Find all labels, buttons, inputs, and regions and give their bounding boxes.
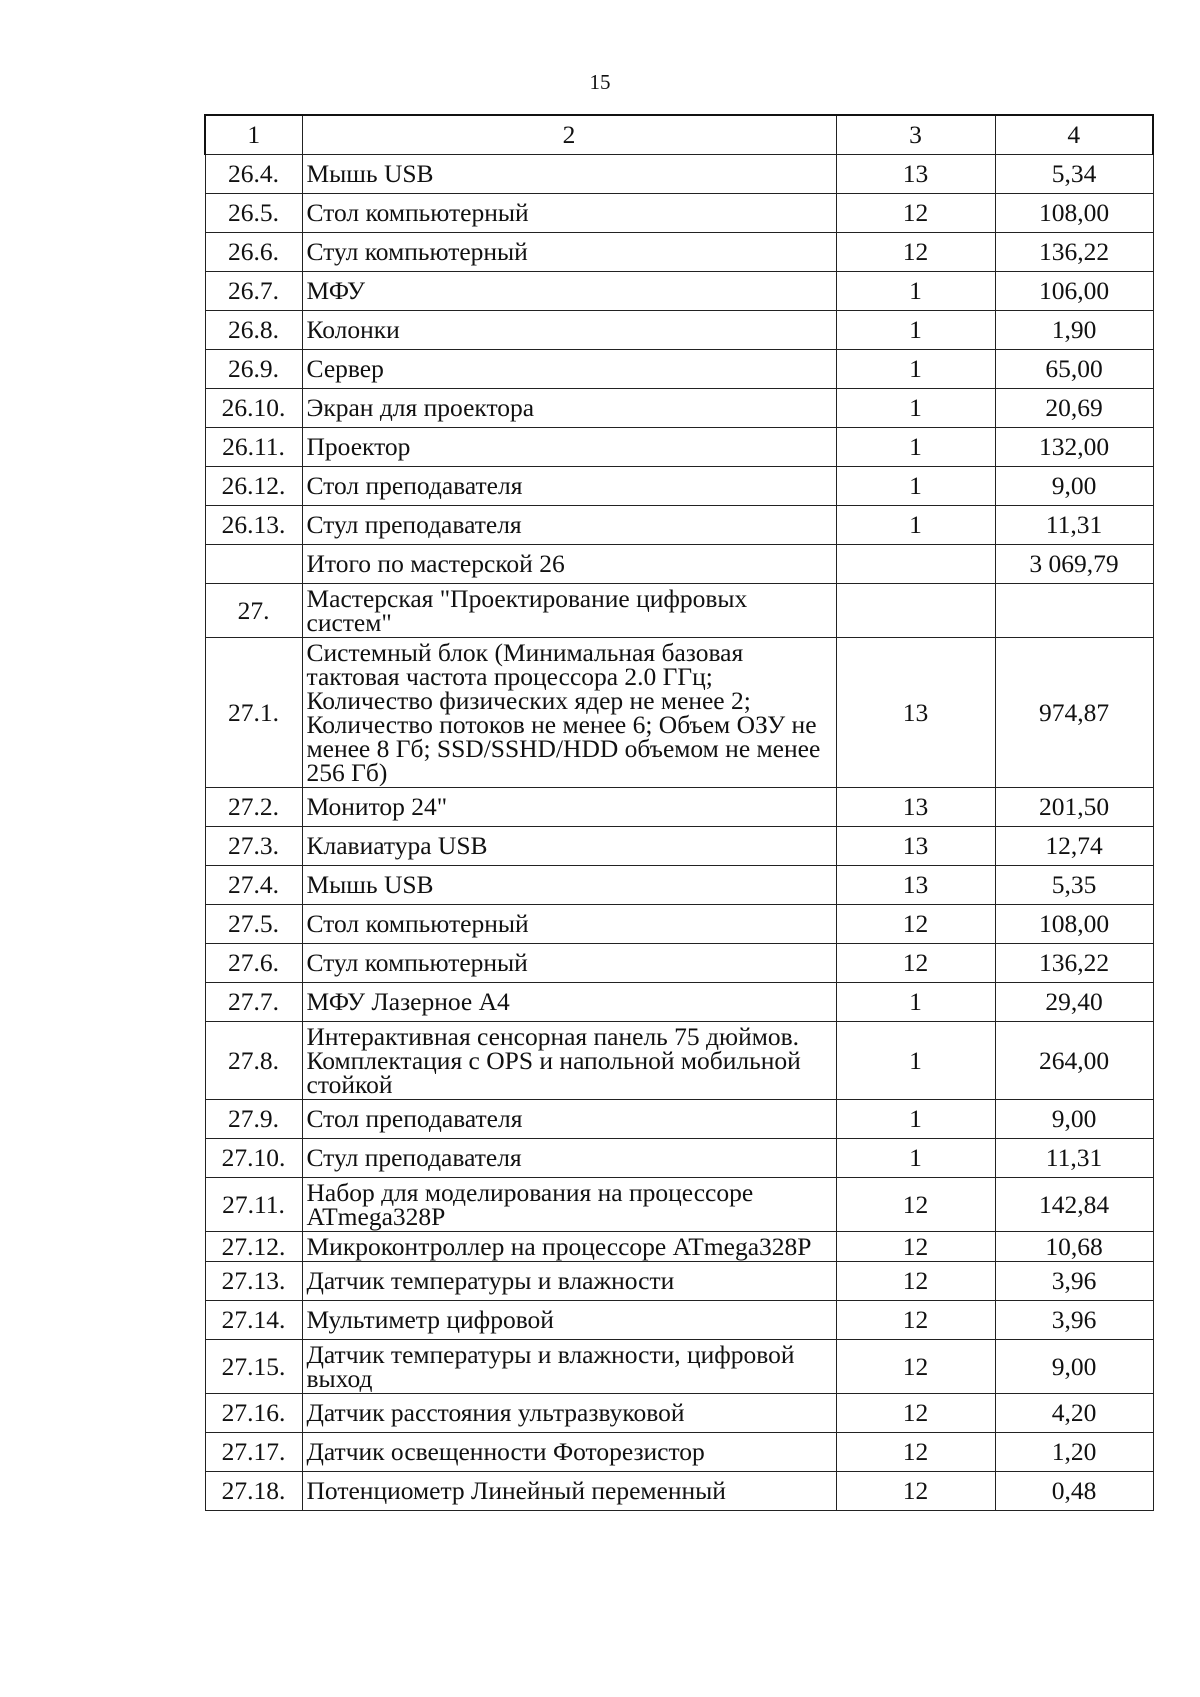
row-amount: 9,00 [995,467,1153,506]
row-quantity: 12 [836,1394,995,1433]
row-name: Стол преподавателя [302,467,836,506]
row-number: 27.17. [205,1433,302,1472]
row-amount: 9,00 [995,1100,1153,1139]
row-name: Стол компьютерный [302,905,836,944]
row-quantity: 12 [836,233,995,272]
table-header-row [205,115,1153,155]
header-col-2: 2 [302,115,836,155]
row-quantity: 1 [836,1100,995,1139]
row-number: 26.9. [205,350,302,389]
row-quantity: 1 [836,350,995,389]
table-row [205,194,1153,233]
table-row [205,1232,1153,1262]
page-number: 15 [589,70,611,94]
table-row [205,1262,1153,1301]
row-amount: 108,00 [995,905,1153,944]
row-quantity: 12 [836,1433,995,1472]
row-quantity [836,584,995,638]
row-name: Датчик освещенности Фоторезистор [302,1433,836,1472]
row-number: 27.11. [205,1178,302,1232]
table-row [205,1301,1153,1340]
row-amount: 65,00 [995,350,1153,389]
table-row [205,506,1153,545]
row-quantity: 13 [836,827,995,866]
row-amount: 5,34 [995,155,1153,194]
table-row [205,428,1153,467]
row-number: 27.7. [205,983,302,1022]
table-row [205,1022,1153,1100]
row-number: 27.15. [205,1340,302,1394]
table-row [205,983,1153,1022]
table-row [205,944,1153,983]
header-col-3: 3 [836,115,995,155]
row-number: 27.9. [205,1100,302,1139]
table-row [205,1178,1153,1232]
row-quantity: 13 [836,155,995,194]
row-number: 26.11. [205,428,302,467]
row-name: Мультиметр цифровой [302,1301,836,1340]
table-row [205,905,1153,944]
row-name: Колонки [302,311,836,350]
row-quantity: 12 [836,1340,995,1394]
row-name: Системный блок (Минимальная базовая тактовая частота процессора 2.0 ГГц; Количество физических ядер не менее 2; Количество потоков не менее 6; Объем ОЗУ не менее 8 Гб; SSD/SSHD/HDD объемом не менее 256 Гб) [302,638,836,788]
row-amount: 264,00 [995,1022,1153,1100]
row-number: 26.4. [205,155,302,194]
row-quantity: 12 [836,1178,995,1232]
row-quantity: 1 [836,983,995,1022]
row-quantity: 1 [836,1022,995,1100]
row-name: Мышь USB [302,866,836,905]
row-quantity: 1 [836,1139,995,1178]
table-row [205,1139,1153,1178]
row-quantity: 12 [836,1301,995,1340]
row-amount: 11,31 [995,506,1153,545]
row-number: 27.18. [205,1472,302,1511]
header-col-1: 1 [205,115,302,155]
table-row [205,350,1153,389]
row-amount: 20,69 [995,389,1153,428]
row-amount: 0,48 [995,1472,1153,1511]
row-amount: 108,00 [995,194,1153,233]
row-name: Стул компьютерный [302,233,836,272]
table-row [205,467,1153,506]
header-col-4: 4 [995,115,1153,155]
row-name: Монитор 24" [302,788,836,827]
table-row [205,389,1153,428]
row-name: Датчик расстояния ультразвуковой [302,1394,836,1433]
row-quantity: 13 [836,638,995,788]
row-number: 27.14. [205,1301,302,1340]
equipment-table [204,114,1154,1511]
table-row [205,545,1153,584]
row-name: МФУ Лазерное А4 [302,983,836,1022]
table-row [205,1472,1153,1511]
row-number: 26.13. [205,506,302,545]
row-number: 27.6. [205,944,302,983]
row-name: Проектор [302,428,836,467]
row-quantity: 1 [836,389,995,428]
row-name: Итого по мастерской 26 [302,545,836,584]
row-number: 27.5. [205,905,302,944]
row-quantity: 13 [836,788,995,827]
table-row [205,233,1153,272]
table-row [205,827,1153,866]
row-name: Стол компьютерный [302,194,836,233]
table-row [205,1340,1153,1394]
row-quantity: 1 [836,311,995,350]
table-row [205,311,1153,350]
row-amount: 3 069,79 [995,545,1153,584]
row-name: Стол преподавателя [302,1100,836,1139]
row-name: Интерактивная сенсорная панель 75 дюймов. Комплектация с OPS и напольной мобильной стойкой [302,1022,836,1100]
row-name: Клавиатура USB [302,827,836,866]
row-number: 27.2. [205,788,302,827]
table-row [205,272,1153,311]
row-name: Датчик температуры и влажности [302,1262,836,1301]
row-name: Мастерская "Проектирование цифровых систем" [302,584,836,638]
row-quantity: 12 [836,194,995,233]
row-name: Экран для проектора [302,389,836,428]
row-amount: 5,35 [995,866,1153,905]
row-number: 27.12. [205,1232,302,1262]
row-name: Сервер [302,350,836,389]
row-quantity: 12 [836,1232,995,1262]
row-quantity: 1 [836,272,995,311]
table-row [205,1394,1153,1433]
table-row [205,1100,1153,1139]
row-amount: 106,00 [995,272,1153,311]
row-quantity: 12 [836,944,995,983]
row-amount: 132,00 [995,428,1153,467]
row-amount: 12,74 [995,827,1153,866]
row-quantity: 1 [836,428,995,467]
row-name: МФУ [302,272,836,311]
row-number: 27.3. [205,827,302,866]
row-amount [995,584,1153,638]
row-number: 27.10. [205,1139,302,1178]
row-amount: 3,96 [995,1301,1153,1340]
row-name: Стул компьютерный [302,944,836,983]
row-amount: 11,31 [995,1139,1153,1178]
row-amount: 4,20 [995,1394,1153,1433]
table-row [205,866,1153,905]
row-amount: 201,50 [995,788,1153,827]
row-number [205,545,302,584]
table-row [205,788,1153,827]
row-quantity [836,545,995,584]
row-number: 27.4. [205,866,302,905]
row-amount: 974,87 [995,638,1153,788]
row-name: Стул преподавателя [302,506,836,545]
row-number: 26.10. [205,389,302,428]
row-amount: 10,68 [995,1232,1153,1262]
row-number: 27.1. [205,638,302,788]
row-amount: 3,96 [995,1262,1153,1301]
table-row [205,584,1153,638]
row-amount: 142,84 [995,1178,1153,1232]
table-row [205,155,1153,194]
row-name: Потенциометр Линейный переменный [302,1472,836,1511]
table-body [205,115,1153,1511]
table-row [205,638,1153,788]
row-number: 26.5. [205,194,302,233]
row-number: 26.6. [205,233,302,272]
row-quantity: 12 [836,1262,995,1301]
row-number: 27.8. [205,1022,302,1100]
row-name: Микроконтроллер на процессоре ATmega328P [302,1232,836,1262]
row-quantity: 12 [836,1472,995,1511]
row-name: Набор для моделирования на процессоре ATmega328P [302,1178,836,1232]
row-amount: 1,90 [995,311,1153,350]
row-number: 26.12. [205,467,302,506]
table-row [205,1433,1153,1472]
row-quantity: 13 [836,866,995,905]
row-number: 27. [205,584,302,638]
row-quantity: 1 [836,467,995,506]
row-amount: 136,22 [995,944,1153,983]
row-name: Датчик температуры и влажности, цифровой выход [302,1340,836,1394]
row-number: 26.8. [205,311,302,350]
row-number: 27.16. [205,1394,302,1433]
row-quantity: 12 [836,905,995,944]
row-quantity: 1 [836,506,995,545]
row-number: 27.13. [205,1262,302,1301]
row-amount: 9,00 [995,1340,1153,1394]
row-amount: 29,40 [995,983,1153,1022]
row-name: Стул преподавателя [302,1139,836,1178]
row-name: Мышь USB [302,155,836,194]
row-amount: 136,22 [995,233,1153,272]
row-number: 26.7. [205,272,302,311]
row-amount: 1,20 [995,1433,1153,1472]
